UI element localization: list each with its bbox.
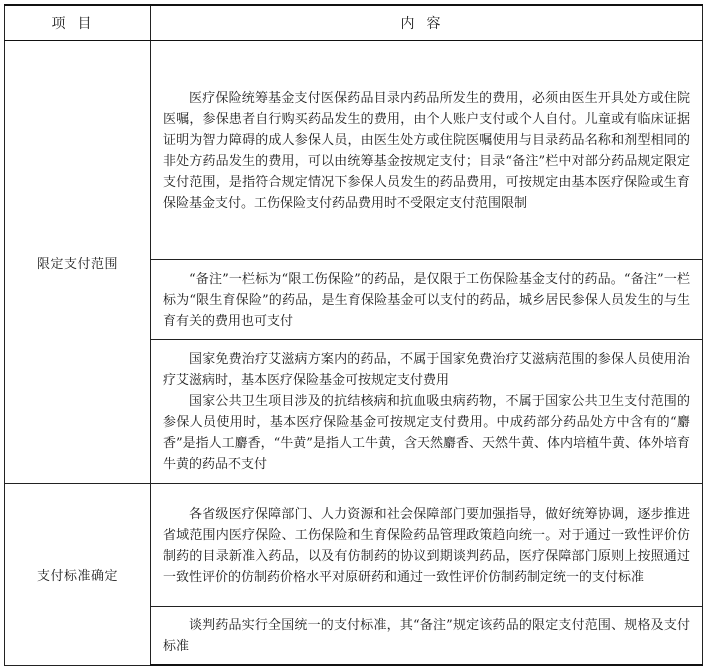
content-cell	[151, 607, 703, 666]
policy-table	[4, 4, 703, 666]
header-item: 项目	[5, 5, 151, 41]
content-cell	[151, 260, 703, 340]
content-cell	[151, 340, 703, 484]
content-paragraph: “备注”一栏标为“限工伤保险”的药品，是仅限于工伤保险基金支付的药品。“备注”一栏标为“限生育保险”的药品，是生育保险基金可以支付的药品，城乡居民参保人员发生的与生育有关的费用也可支付	[163, 271, 690, 329]
content-paragraph: 各省级医疗保障部门、人力资源和社会保障部门要加强指导，做好统筹协调，逐步推进省域范围内医疗保险、工伤保险和生育保险药品管理政策趋向统一。对于通过一致性评价仿制药的目录新准入药品，以及有仿制药的协议到期谈判药品，医疗保障部门原则上按照通过一致性评价的仿制药价格水平对原研药和通过一致性评价仿制药制定统一的支付标准	[163, 506, 690, 585]
content-cell	[151, 484, 703, 607]
content-paragraph: 国家免费治疗艾滋病方案内的药品，不属于国家免费治疗艾滋病范围的参保人员使用治疗艾滋病时，基本医疗保险基金可按规定支付费用	[163, 352, 690, 388]
content-cell	[151, 41, 703, 260]
section-label-scope: 限定支付范围	[5, 41, 151, 484]
content-paragraph: 医疗保险统筹基金支付医保药品目录内药品所发生的费用，必须由医生开具处方或住院医嘱，参保患者自行购买药品发生的费用，由个人账户支付或个人自付。儿童或有临床证据证明为智力障碍的成人参保人员，由医生处方或住院医嘱使用与目录药品名称和剂型相同的非处方药品发生的费用，可以由统筹基金按规定支付；目录“备注”栏中对部分药品规定限定支付范围，是指符合规定情况下参保人员发生的药品费用，可按规定由基本医疗保险或生育保险基金支付。工伤保险支付药品费用时不受限定支付范围限制	[163, 90, 690, 211]
content-paragraph: 谈判药品实行全国统一的支付标准，其“备注”规定该药品的限定支付范围、规格及支付标准	[163, 618, 690, 654]
table-header-row	[5, 5, 703, 41]
section-label-standard: 支付标准确定	[5, 484, 151, 666]
table-row	[5, 41, 703, 260]
header-content: 内容	[151, 5, 703, 41]
content-paragraph: 国家公共卫生项目涉及的抗结核病和抗血吸虫病药物，不属于国家公共卫生支付范围的参保人员使用时，基本医疗保险基金可按规定支付费用。中成药部分药品处方中含有的“麝香”是指人工麝香，“牛黄”是指人工牛黄，含天然麝香、天然牛黄、体内培植牛黄、体外培育牛黄的药品不支付	[163, 394, 690, 472]
table-row	[5, 484, 703, 607]
